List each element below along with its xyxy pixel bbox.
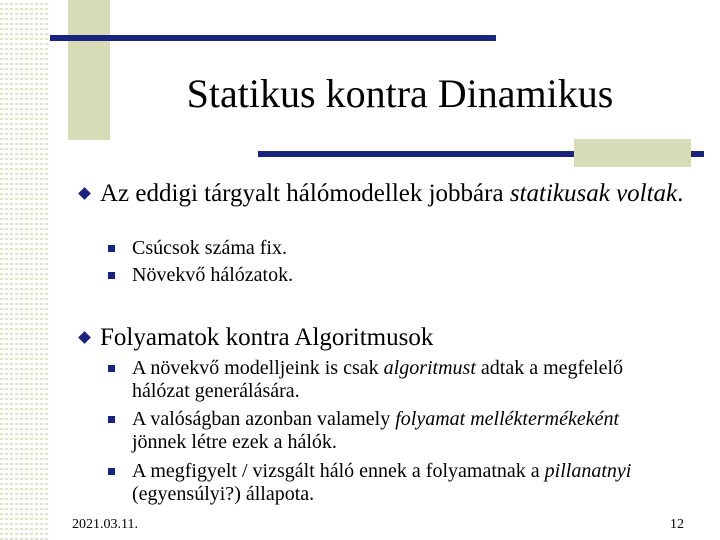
square-bullet-icon (108, 365, 115, 372)
sub-bullet-text: A valóságban azonban valamely folyamat melléktermékeként jönnek létre ezek a hálók. (132, 408, 620, 453)
page-number: 12 (670, 517, 684, 532)
title-top-rule (50, 35, 496, 41)
square-bullet-icon (108, 245, 115, 252)
sub-bullet-text: Csúcsok száma fix. (132, 237, 287, 259)
slide-title: Statikus kontra Dinamikus (186, 71, 614, 116)
sub-bullet-text: Növekvő hálózatok. (132, 264, 294, 286)
title-accent-block (68, 0, 110, 140)
diamond-bullet-icon (78, 187, 91, 200)
square-bullet-icon (108, 468, 115, 475)
bullet-text: Folyamatok kontra Algoritmusok (100, 324, 434, 351)
sub-bullet-text: A növekvő modelljeink is csak algoritmust adtak a megfelelő hálózat generálására. (132, 357, 624, 402)
bullet-text: Az eddigi tárgyalt hálómodellek jobbára statikusak voltak. (100, 180, 684, 207)
decorative-stripes (0, 0, 50, 540)
diamond-bullet-icon (78, 331, 91, 344)
title-small-accent-block (574, 139, 691, 167)
square-bullet-icon (108, 272, 115, 279)
footer-date: 2021.03.11. (72, 517, 138, 532)
sub-bullet-text: A megfigyelt / vizsgált háló ennek a folyamatnak a pillanatnyi (egyensúlyi?) állapota. (132, 460, 632, 505)
square-bullet-icon (108, 416, 115, 423)
